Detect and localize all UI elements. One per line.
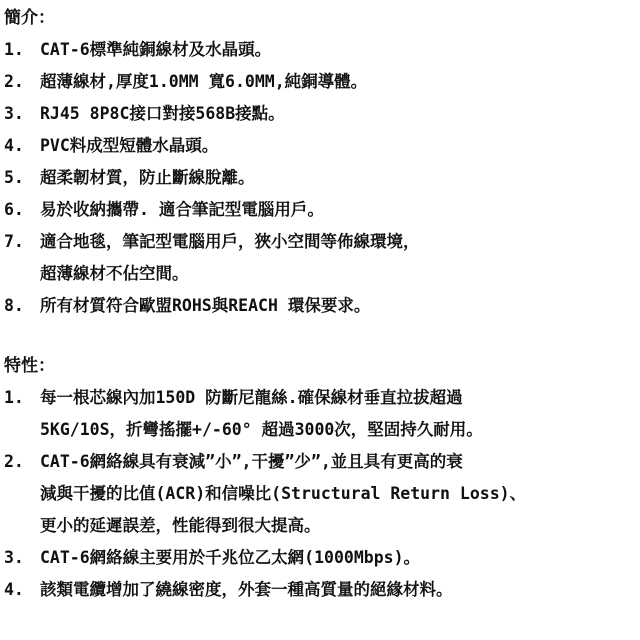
item-text: CAT-6網絡線主要用於千兆位乙太網(1000Mbps)。 xyxy=(40,548,421,567)
item-number: 1. xyxy=(4,40,24,59)
item-text-continued: 超薄線材不佔空間。 xyxy=(40,264,189,283)
item-number: 1. xyxy=(4,388,24,407)
item-number: 2. xyxy=(4,452,24,471)
intro-item xyxy=(4,162,636,194)
item-number: 4. xyxy=(4,136,24,155)
intro-item xyxy=(4,130,636,162)
intro-item xyxy=(4,34,636,66)
document xyxy=(4,4,636,606)
item-text-continued: 減與干擾的比值(ACR)和信噪比(Structural Return Loss)、 xyxy=(40,484,527,503)
item-number: 3. xyxy=(4,104,24,123)
section-spacer xyxy=(4,322,636,352)
features-section xyxy=(4,352,636,606)
item-text: 適合地毯，筆記型電腦用戶，狹小空間等佈線環境， xyxy=(40,232,420,251)
item-text: CAT-6標準純銅線材及水晶頭。 xyxy=(40,40,272,59)
item-text: RJ45 8P8C接口對接568B接點。 xyxy=(40,104,285,123)
item-text: PVC料成型短體水晶頭。 xyxy=(40,136,219,155)
features-item xyxy=(4,542,636,574)
item-text: 該類電纜增加了繞線密度，外套一種高質量的絕緣材料。 xyxy=(40,580,453,599)
item-text: CAT-6網絡線具有衰減”小”,干擾”少”,並且具有更高的衰 xyxy=(40,452,463,471)
item-text-continued: 更小的延遲誤差，性能得到很大提高。 xyxy=(40,516,321,535)
intro-item xyxy=(4,194,636,226)
intro-item xyxy=(4,290,636,322)
item-number: 8. xyxy=(4,296,24,315)
features-heading: 特性： xyxy=(4,356,55,376)
item-number: 4. xyxy=(4,580,24,599)
intro-heading: 簡介： xyxy=(4,8,55,28)
intro-item xyxy=(4,98,636,130)
item-number: 6. xyxy=(4,200,24,219)
item-number: 3. xyxy=(4,548,24,567)
item-number: 7. xyxy=(4,232,24,251)
item-text: 所有材質符合歐盟ROHS與REACH 環保要求。 xyxy=(40,296,371,315)
intro-section xyxy=(4,4,636,322)
item-text: 超薄線材,厚度1.0MM 寬6.0MM,純銅導體。 xyxy=(40,72,368,91)
features-item xyxy=(4,574,636,606)
features-item xyxy=(4,446,636,542)
features-item xyxy=(4,382,636,446)
intro-item xyxy=(4,66,636,98)
item-text-continued: 5KG/10S，折彎搖擺+/-60° 超過3000次，堅固持久耐用。 xyxy=(40,420,483,439)
item-number: 5. xyxy=(4,168,24,187)
intro-item xyxy=(4,226,636,290)
item-text: 超柔韌材質，防止斷線脫離。 xyxy=(40,168,255,187)
item-text: 易於收納攜帶. 適合筆記型電腦用戶。 xyxy=(40,200,324,219)
item-text: 每一根芯線內加150D 防斷尼龍絲.確保線材垂直拉拔超過 xyxy=(40,388,463,407)
item-number: 2. xyxy=(4,72,24,91)
